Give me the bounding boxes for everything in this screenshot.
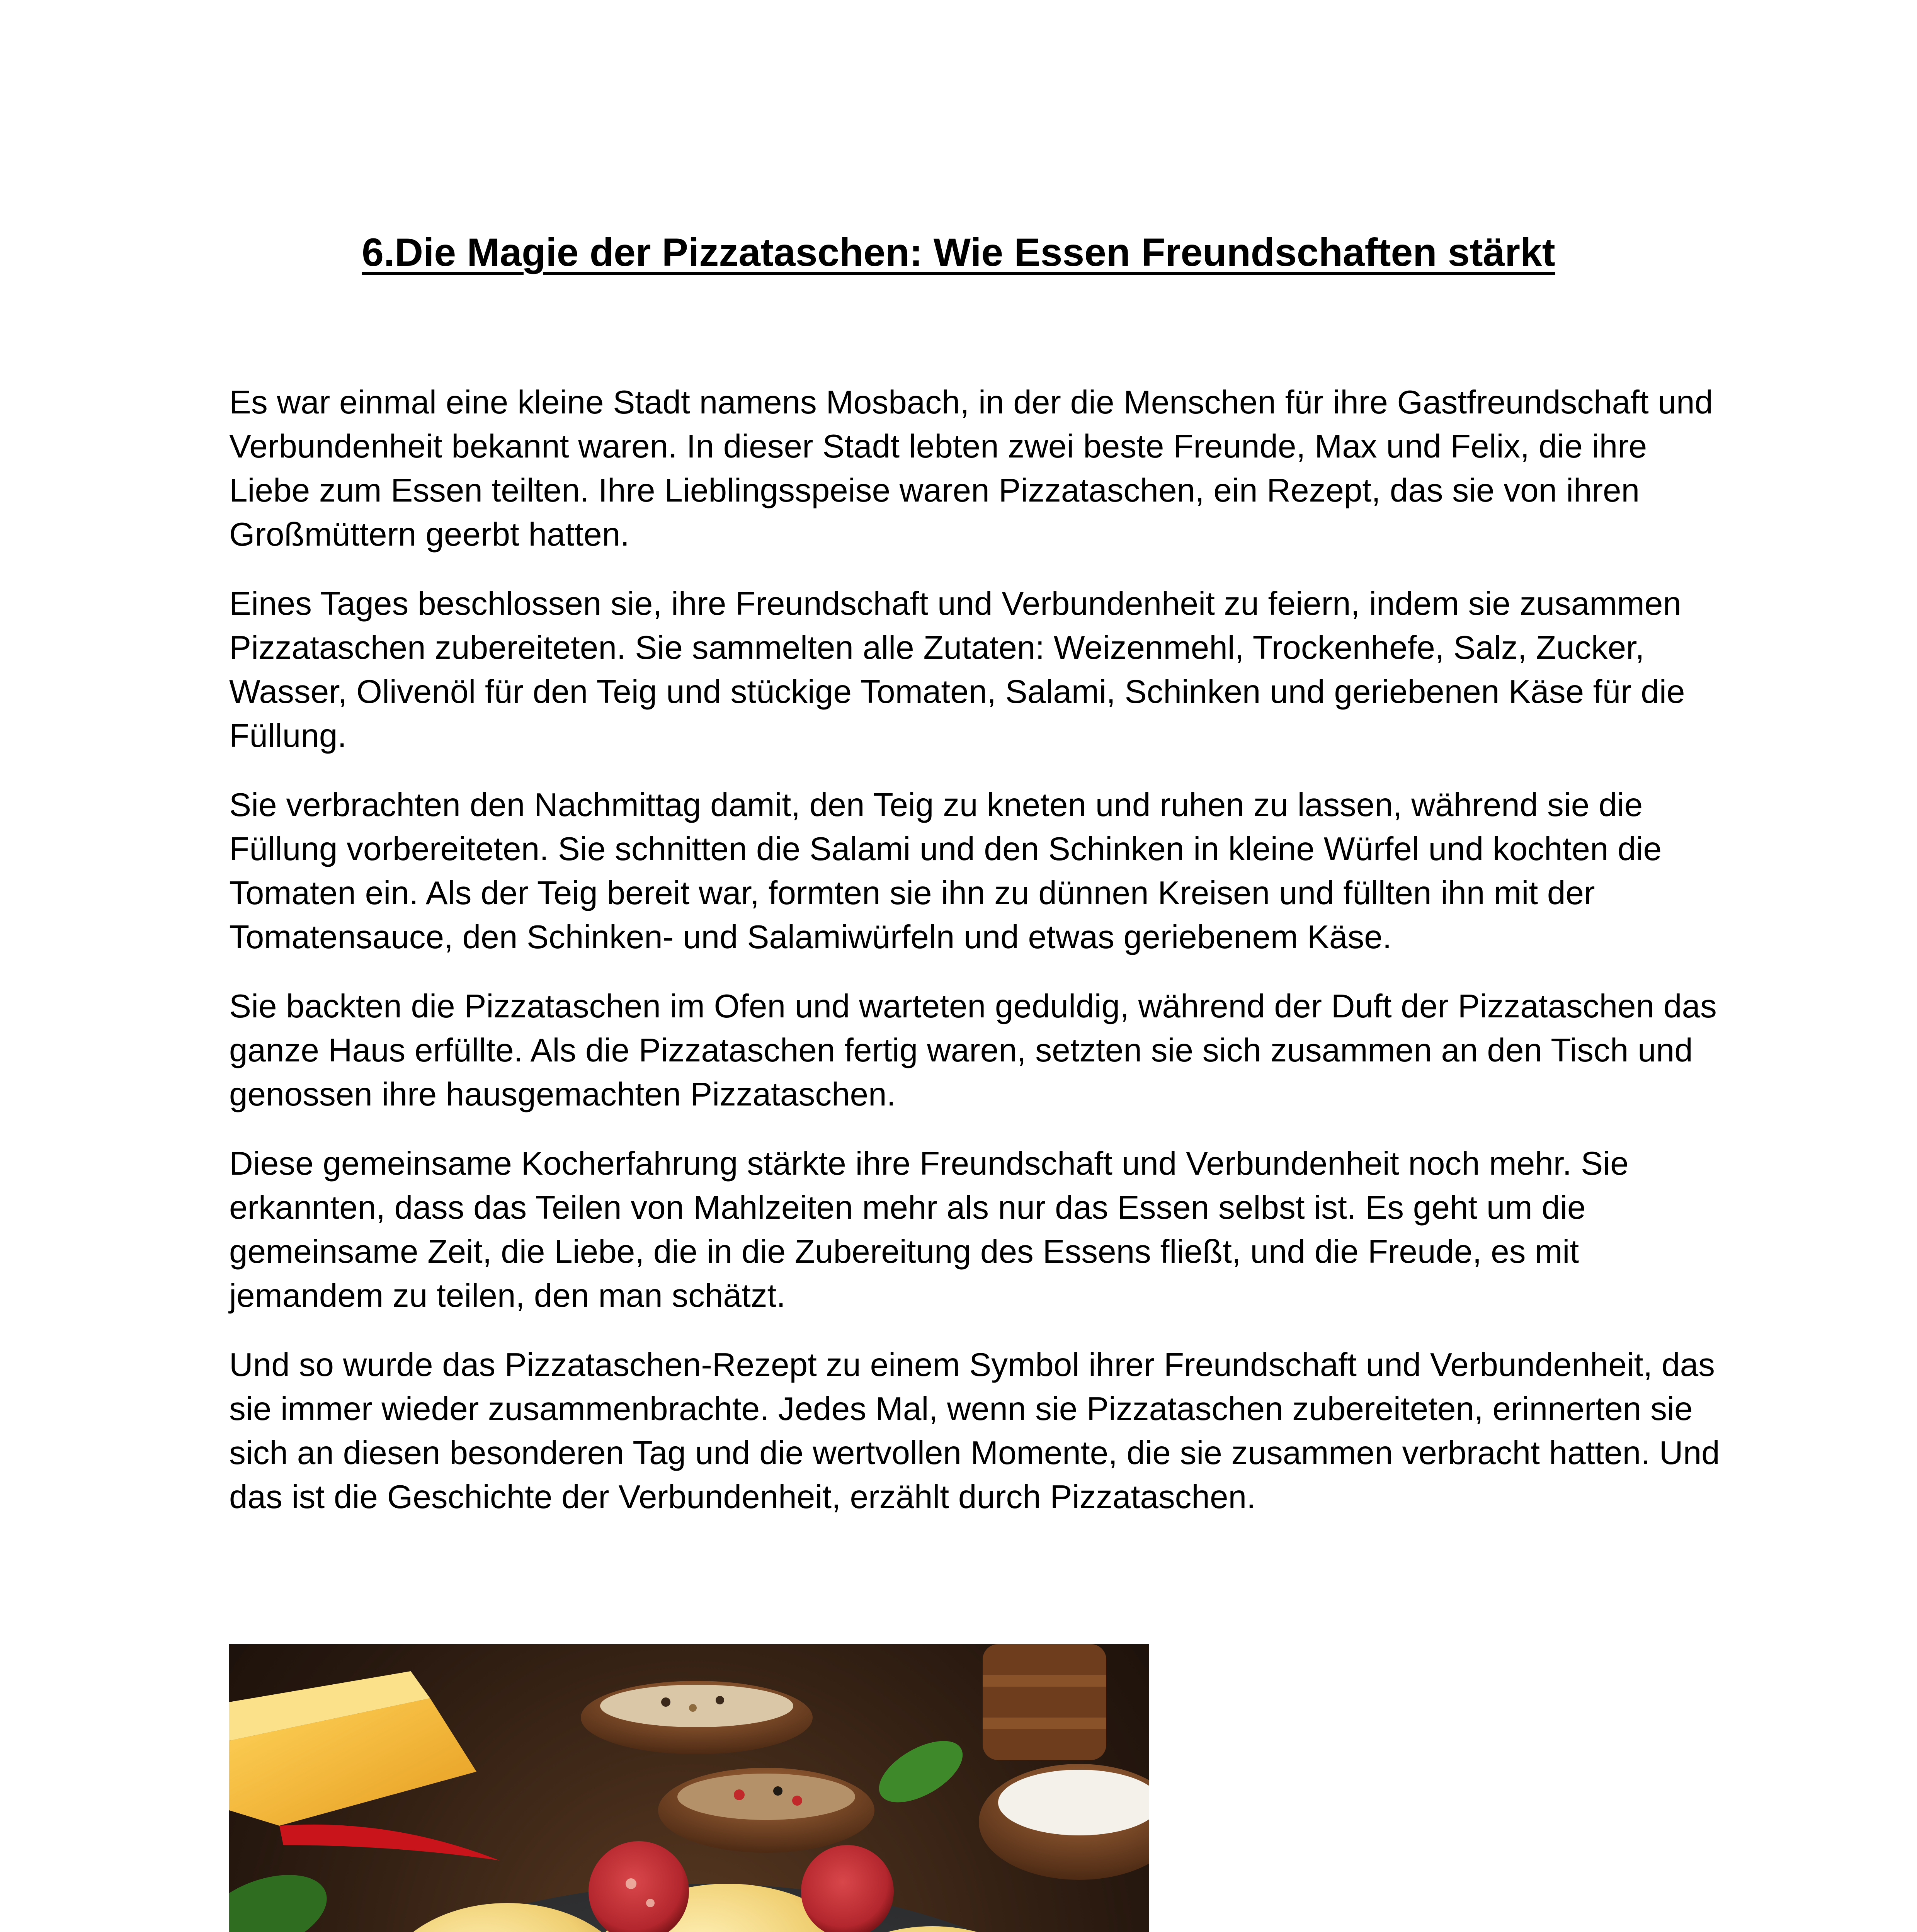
story-body — [229, 381, 1721, 1544]
spice-bowl-top — [581, 1681, 813, 1754]
wooden-jar — [983, 1644, 1106, 1760]
pepper-bowl — [658, 1768, 874, 1853]
paragraph: Eines Tages beschlossen sie, ihre Freundschaft und Verbundenheit zu feiern, indem sie zusammen Pizzataschen zubereiteten. Sie sammelten alle Zutaten: Weizenmehl, Trockenhefe, Salz, Zucker, Wasser, Olivenöl für den Teig und stückige Tomaten, Salami, Schinken und geriebenen Käse für die Füllung. — [229, 585, 1685, 754]
food-illustration — [229, 1644, 1149, 1932]
paragraph: Und so wurde das Pizzataschen-Rezept zu einem Symbol ihrer Freundschaft und Verbundenheit, das sie immer wieder zusammenbrachte. Jedes Mal, wenn sie Pizzataschen zubereiteten, erinnerten sie sich an diesen besonderen Tag und die wertvollen Momente, die sie zusammen verbracht hatten. Und das ist die Geschichte der Verbundenheit, erzählt durch Pizzataschen. — [229, 1347, 1720, 1515]
page-title: 6.Die Magie der Pizzataschen: Wie Essen Freundschaften stärkt — [362, 230, 1555, 274]
paragraph: Sie verbrachten den Nachmittag damit, den Teig zu kneten und ruhen zu lassen, während sie die Füllung vorbereiteten. Sie schnitten die Salami und den Schinken in kleine Würfel und kochten die Tomaten ein. Als der Teig bereit war, formten sie ihn zu dünnen Kreisen und füllten ihn mit der Tomatensauce, den Schinken- und Salamiwürfeln und etwas geriebenem Käse. — [229, 787, 1662, 956]
paragraph: Es war einmal eine kleine Stadt namens Mosbach, in der die Menschen für ihre Gastfreundschaft und Verbundenheit bekannt waren. In dieser Stadt lebten zwei beste Freunde, Max und Felix, die ihre Liebe zum Essen teilten. Ihre Lieblingsspeise waren Pizzataschen, ein Rezept, das sie von ihren Großmüttern geerbt hatten. — [229, 384, 1713, 553]
paragraph: Diese gemeinsame Kocherfahrung stärkte ihre Freundschaft und Verbundenheit noch mehr. Sie erkannten, dass das Teilen von Mahlzeiten mehr als nur das Essen selbst ist. Es geht um die gemeinsame Zeit, die Liebe, die in die Zubereitung des Essens fließt, und die Freude, es mit jemandem zu teilen, den man schätzt. — [229, 1145, 1629, 1314]
paragraph: Sie backten die Pizzataschen im Ofen und warteten geduldig, während der Duft der Pizzataschen das ganze Haus erfüllte. Als die Pizzataschen fertig waren, setzten sie sich zusammen an den Tisch und genossen ihre hausgemachten Pizzataschen. — [229, 988, 1717, 1113]
pizzataschen-photo — [229, 1644, 1149, 1932]
